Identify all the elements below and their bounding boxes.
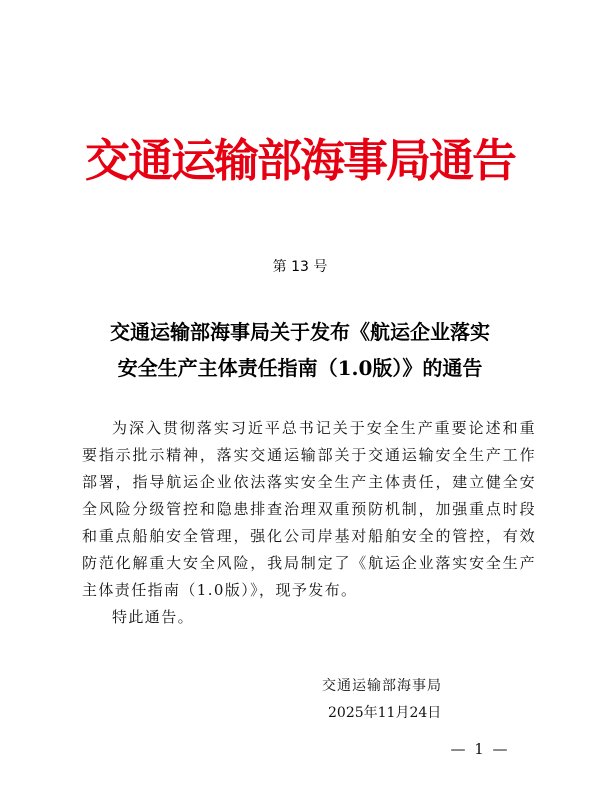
signature-block — [316, 673, 476, 727]
notice-body — [82, 415, 536, 631]
body-paragraph-1: 为深入贯彻落实习近平总书记关于安全生产重要论述和重要指示批示精神，落实交通运输部关于交通运输安全生产工作部署，指导航运企业依法落实安全生产主体责任，建立健全安全风险分级管控和隐患排查治理双重预防机制，加强重点时段和重点船舶安全管理，强化公司岸基对船舶安全的管控，有效防范化解重大安全风险，我局制定了《航运企业落实安全生产主体责任指南（1.0版）》，现予发布。 — [82, 419, 536, 599]
body-paragraph-2: 特此通告。 — [112, 608, 195, 626]
issue-date: 2025年11月24日 — [328, 705, 442, 721]
notice-title-line-1: 交通运输部海事局关于发布《航运企业落实 — [110, 320, 490, 344]
notice-title-line-2: 安全生产主体责任指南（1.0版）》的通告 — [117, 356, 483, 380]
issuing-organization: 交通运输部海事局 — [322, 678, 442, 694]
document-number: 第 13 号 — [272, 259, 328, 275]
masthead-title: 交通运输部海事局通告 — [84, 134, 515, 187]
page-number: — 1 — — [450, 740, 510, 758]
notice-title — [0, 314, 600, 386]
